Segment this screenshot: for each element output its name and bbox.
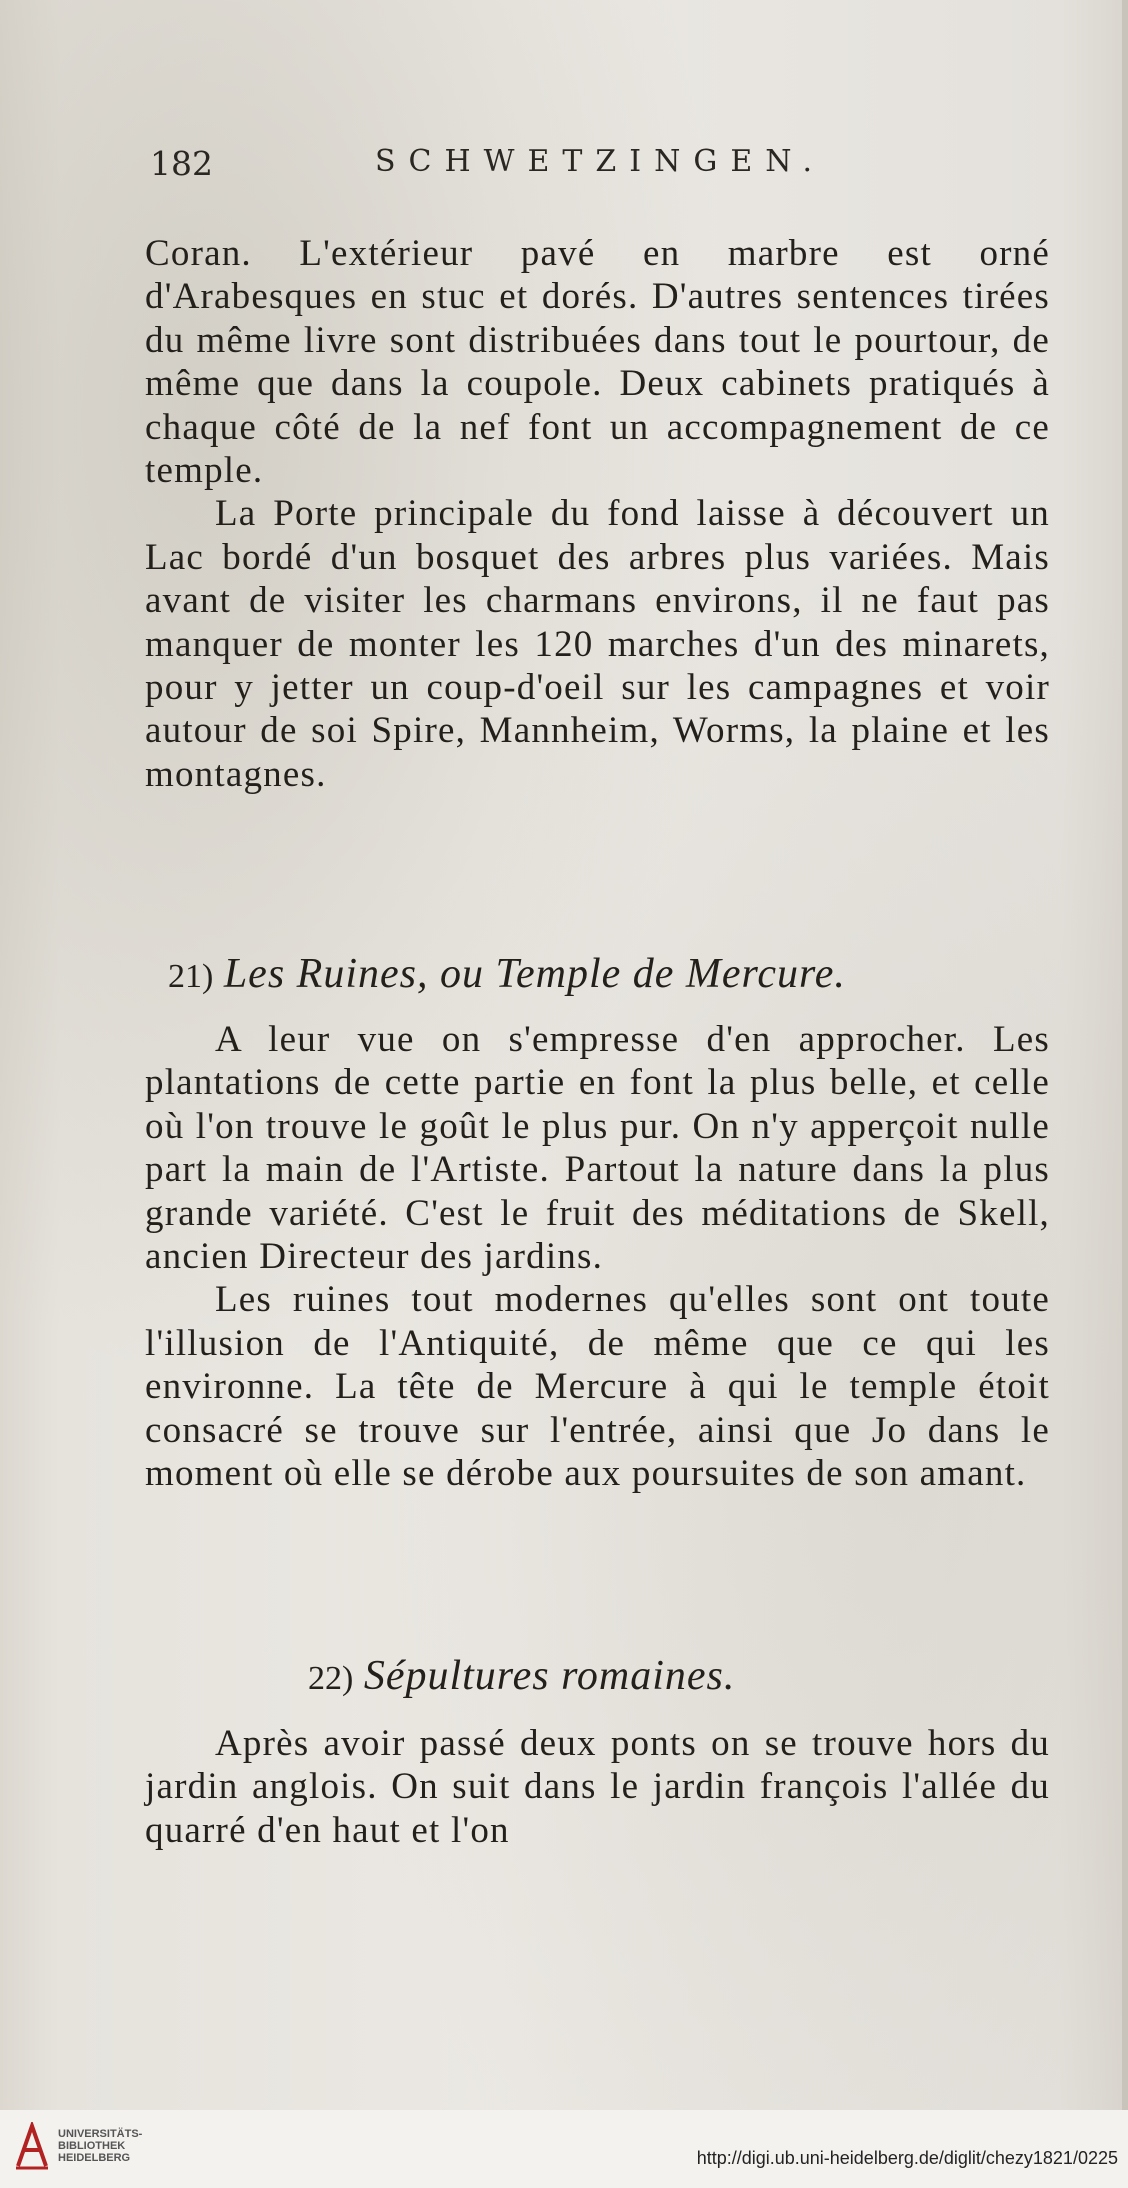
section-number: 21): [168, 958, 214, 995]
page-edge: [1122, 0, 1128, 2110]
text-block-mid: [145, 1018, 1050, 1495]
paragraph: Après avoir passé deux ponts on se trouve hors du jardin anglois. On suit dans le jardin françois l'allée du quarré d'en haut et l'on: [145, 1723, 1050, 1851]
section-number: 22): [308, 1660, 354, 1697]
paragraph: A leur vue on s'empresse d'en approcher. Les plantations de cette partie en font la plus belle, et celle où l'on trouve le goût le plus pur. On n'y apperçoit nulle part la main de l'Artiste. Partout la nature dans la plus grande variété. C'est le fruit des méditations de Skell, ancien Directeur des jardins.: [145, 1019, 1050, 1278]
permalink[interactable]: http://digi.ub.uni-heidelberg.de/diglit/chezy1821/0225: [696, 2148, 1118, 2168]
page-header: [150, 144, 1060, 190]
page-number: 182: [150, 144, 213, 183]
institution-name: [58, 2128, 142, 2164]
section-heading-21: [168, 950, 846, 998]
text-block-bottom: [145, 1722, 1050, 1852]
paragraph: La Porte principale du fond laisse à découvert un Lac bordé d'un bosquet des arbres plus variées. Mais avant de visiter les charmans environs, il ne faut pas manquer de monter les 120 marches d'un des minarets, pour y jetter un coup-d'oeil sur les campagnes et voir autour de soi Spire, Mannheim, Worms, la plaine et les montagnes.: [145, 493, 1050, 795]
section-title: Les Ruines, ou Temple de Mercure.: [223, 951, 846, 997]
university-logo-icon: [14, 2122, 50, 2170]
paragraph: Les ruines tout modernes qu'elles sont ont toute l'illusion de l'Antiquité, de même que ce qui les environne. La tête de Mercure à qui le temple étoit consacré se trouve sur l'entrée, ainsi que Jo dans le moment où elle se dérobe aux poursuites de son amant.: [145, 1279, 1050, 1495]
section-heading-22: [308, 1652, 735, 1700]
paragraph: Coran. L'extérieur pavé en marbre est orné d'Arabesques en stuc et dorés. D'autres sentences tirées du même livre sont distribuées dans tout le pourtour, de même que dans la coupole. Deux cabinets pratiqués à chaque côté de la nef font un accompagnement de ce temple.: [145, 233, 1050, 492]
text-block-top: [145, 232, 1050, 796]
institution-line: UNIVERSITÄTS-: [58, 2128, 143, 2140]
running-title: SCHWETZINGEN.: [375, 144, 826, 179]
section-title: Sépultures romaines.: [363, 1653, 736, 1699]
institution-line: HEIDELBERG: [58, 2152, 131, 2164]
institution-line: BIBLIOTHEK: [58, 2140, 126, 2152]
